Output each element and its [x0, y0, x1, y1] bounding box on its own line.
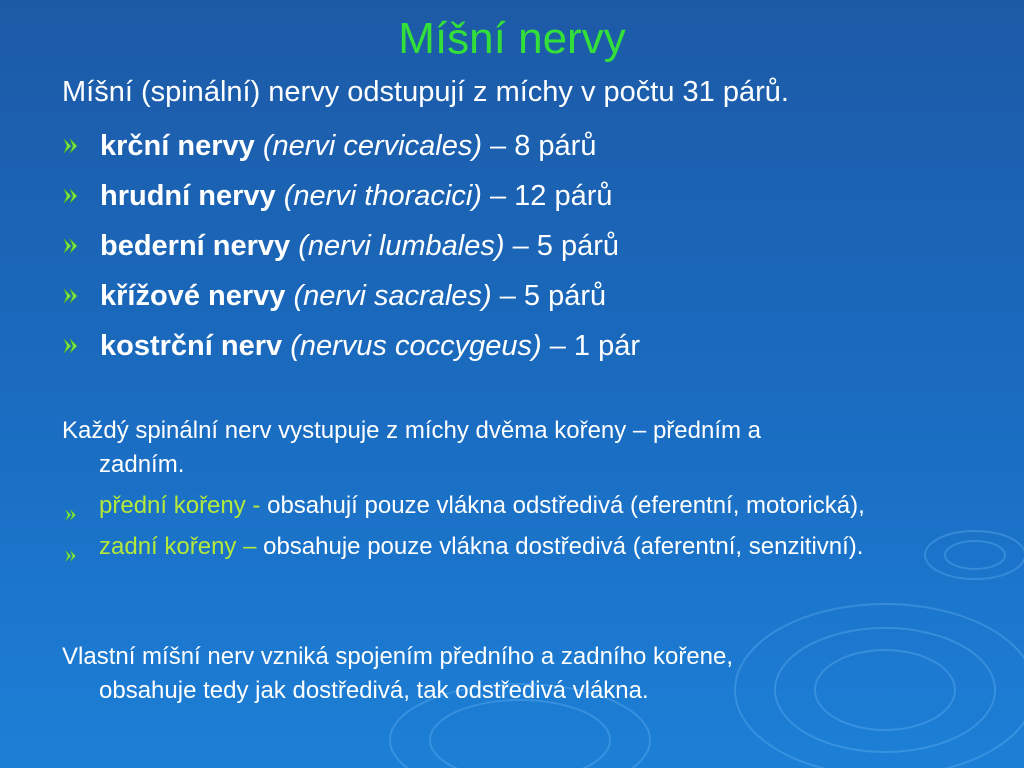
slide-title: Míšní nervy [398, 14, 626, 63]
nerve-count: – 5 párů [504, 229, 620, 262]
nerve-latin: (nervi cervicales) [262, 129, 482, 162]
nerve-count: – 12 párů [481, 179, 613, 212]
paragraph-line: Vlastní míšní nerv vzniká spojením předního a zadního kořene, [62, 643, 734, 670]
roots-paragraph [62, 414, 962, 482]
nerve-list [62, 121, 1002, 371]
list-item [62, 121, 1002, 171]
nerve-latin: (nervus coccygeus) [290, 329, 542, 362]
nerve-latin: (nervi sacrales) [293, 279, 492, 312]
arrow-bullet-icon [62, 337, 100, 355]
nerve-count: – 5 párů [491, 279, 607, 312]
nerve-latin: (nervi lumbales) [298, 229, 505, 262]
nerve-name: bederní nervy [100, 229, 291, 262]
list-item [62, 489, 972, 523]
root-text: obsahuje pouze vlákna dostředivá (aferentní, senzitivní). [256, 533, 864, 560]
list-item [62, 530, 972, 564]
list-item [62, 271, 1002, 321]
paragraph-line: Každý spinální nerv vystupuje z míchy dvěma kořeny – předním a [62, 417, 761, 444]
root-text: obsahují pouze vlákna odstředivá (eferentní, motorická), [260, 492, 865, 519]
roots-list [62, 489, 972, 571]
list-item [62, 221, 1002, 271]
list-item [62, 321, 1002, 371]
closing-paragraph [62, 640, 962, 708]
nerve-count: – 8 párů [482, 129, 597, 162]
arrow-bullet-icon [62, 237, 100, 255]
nerve-latin: (nervi thoracici) [283, 179, 482, 212]
arrow-bullet-icon [62, 187, 100, 205]
root-label: zadní kořeny – [99, 533, 257, 560]
root-label: přední kořeny - [99, 492, 261, 519]
list-item [62, 171, 1002, 221]
nerve-name: krční nervy [100, 129, 255, 162]
paragraph-line: zadním. [99, 451, 185, 478]
nerve-name: kostrční nerv [100, 329, 283, 362]
arrow-bullet-icon [62, 287, 100, 305]
arrow-bullet-icon [64, 539, 78, 573]
nerve-count: – 1 pár [541, 329, 640, 362]
arrow-bullet-icon [64, 498, 78, 532]
nerve-name: křížové nervy [100, 279, 286, 312]
paragraph-line: obsahuje tedy jak dostředivá, tak odstředivá vlákna. [99, 677, 649, 704]
intro-text: Míšní (spinální) nervy odstupují z míchy v počtu 31 párů. [62, 76, 789, 108]
nerve-name: hrudní nervy [100, 179, 276, 212]
arrow-bullet-icon [62, 137, 100, 155]
